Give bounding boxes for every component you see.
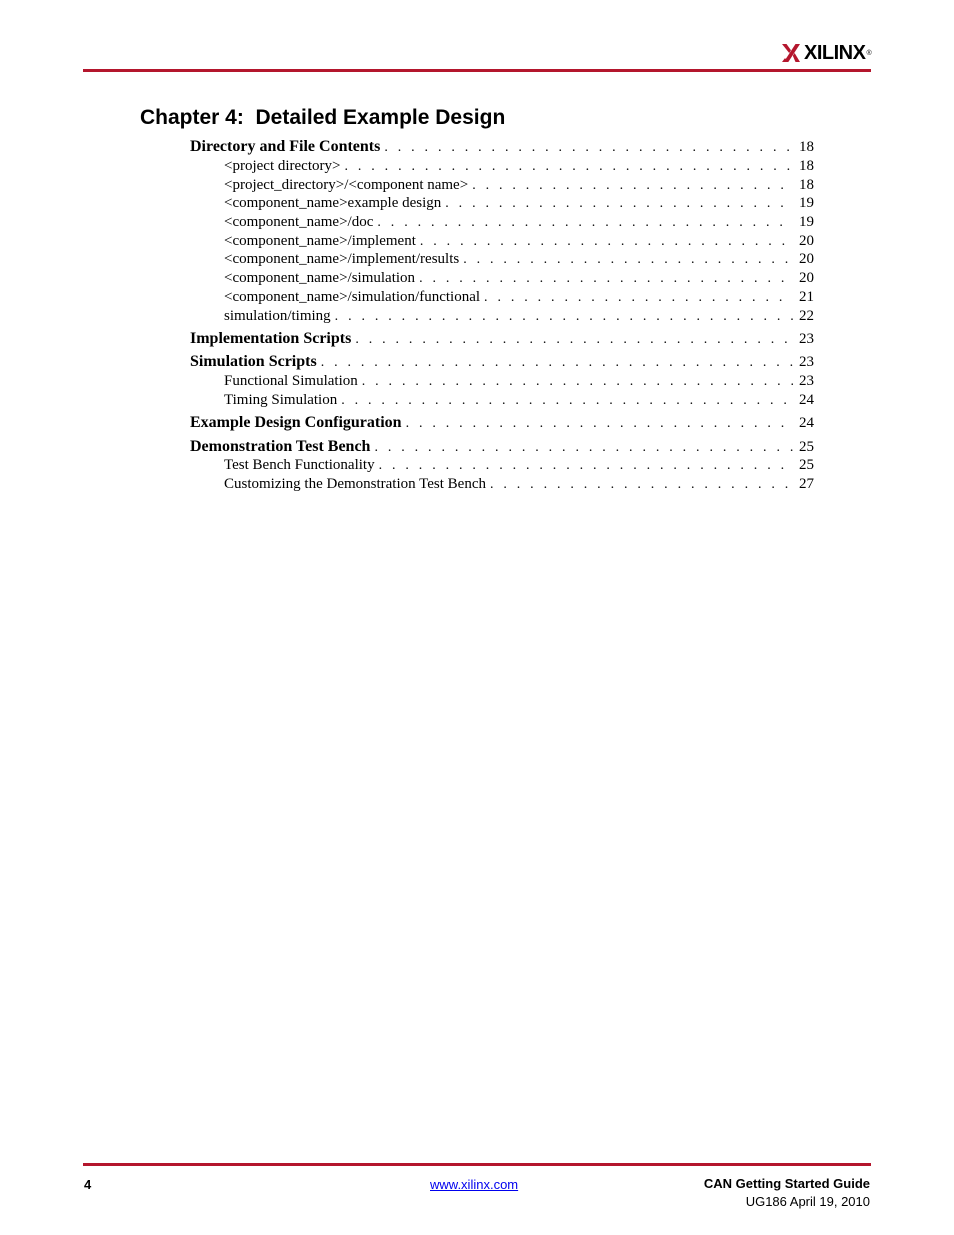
toc-entry[interactable] <box>224 177 814 196</box>
footer-doc-title: CAN Getting Started Guide <box>703 1176 870 1191</box>
toc-entry-title: <component_name>example design <box>224 195 442 211</box>
toc-entry-page: 25 <box>799 457 814 473</box>
xilinx-logo <box>782 40 872 66</box>
toc-entry-page: 21 <box>799 289 814 305</box>
toc-dot-leader <box>419 271 793 287</box>
toc-entry[interactable] <box>190 353 814 373</box>
toc-entry-title: Customizing the Demonstration Test Bench <box>224 476 486 492</box>
toc-entry-title: Implementation Scripts <box>190 330 352 347</box>
toc-entry-title: Test Bench Functionality <box>224 457 375 473</box>
toc-entry-title: <component_name>/doc <box>224 214 374 230</box>
toc-entry[interactable] <box>224 373 814 392</box>
toc-entry-page: 22 <box>799 308 814 324</box>
logo-wordmark: XILINX <box>804 41 866 64</box>
toc-entry-page: 27 <box>799 476 814 492</box>
toc-entry-page: 23 <box>799 373 814 389</box>
toc-dot-leader <box>490 477 793 493</box>
toc-entry-page: 19 <box>799 195 814 211</box>
chapter-heading: Chapter 4: Detailed Example Design <box>140 106 506 129</box>
toc-entry-title: <component_name>/simulation <box>224 270 416 286</box>
toc-entry-page: 24 <box>799 392 814 408</box>
toc-entry-page: 25 <box>799 439 814 455</box>
toc-entry-page: 20 <box>799 270 814 286</box>
toc-dot-leader <box>362 374 793 390</box>
toc-entry[interactable] <box>224 457 814 476</box>
toc-entry-page: 23 <box>799 331 814 347</box>
toc-dot-leader <box>472 178 793 194</box>
toc-entry[interactable] <box>224 270 814 289</box>
toc-dot-leader <box>445 196 793 212</box>
toc-entry[interactable] <box>224 392 814 411</box>
toc-entry-title: <component_name>/simulation/functional <box>224 289 481 305</box>
toc-entry[interactable] <box>224 308 814 327</box>
footer-website-link[interactable]: www.xilinx.com <box>430 1177 519 1192</box>
toc-dot-leader <box>341 393 793 409</box>
toc-entry[interactable] <box>224 289 814 308</box>
toc-dot-leader <box>463 252 793 268</box>
toc-entry-page: 18 <box>799 177 814 193</box>
xilinx-x-icon <box>782 44 800 62</box>
footer-rule <box>83 1163 871 1166</box>
toc-entry-title: <project directory> <box>224 158 341 174</box>
toc-entry[interactable] <box>224 195 814 214</box>
toc-entry-title: <project_directory>/<component name> <box>224 177 469 193</box>
footer-page-number: 4 <box>84 1177 92 1192</box>
toc-dot-leader <box>374 440 793 456</box>
toc-dot-leader <box>344 159 793 175</box>
toc-dot-leader <box>377 215 793 231</box>
toc-entry-title: Example Design Configuration <box>190 414 402 431</box>
toc-entry[interactable] <box>190 438 814 458</box>
toc-dot-leader <box>379 458 793 474</box>
toc-entry-title: Demonstration Test Bench <box>190 438 371 455</box>
toc-dot-leader <box>384 140 793 156</box>
toc-entry-page: 23 <box>799 354 814 370</box>
toc-dot-leader <box>335 309 793 325</box>
toc-entry-title: <component_name>/implement <box>224 233 416 249</box>
toc-entry-title: simulation/timing <box>224 308 331 324</box>
registered-mark: ® <box>866 49 872 57</box>
toc-entry-page: 18 <box>799 158 814 174</box>
toc-dot-leader <box>355 332 793 348</box>
toc-dot-leader <box>420 234 793 250</box>
toc-entry-title: Functional Simulation <box>224 373 358 389</box>
toc-dot-leader <box>484 290 793 306</box>
toc-entry[interactable] <box>224 158 814 177</box>
toc-entry-page: 20 <box>799 251 814 267</box>
toc-entry-page: 24 <box>799 415 814 431</box>
toc-entry[interactable] <box>224 214 814 233</box>
toc-entry[interactable] <box>190 330 814 350</box>
toc-dot-leader <box>321 355 793 371</box>
toc-entry[interactable] <box>190 414 814 434</box>
toc-entry-title: Timing Simulation <box>224 392 338 408</box>
toc-entry-page: 18 <box>799 139 814 155</box>
header-rule <box>83 69 871 72</box>
toc-entry[interactable] <box>224 233 814 252</box>
toc-dot-leader <box>406 416 793 432</box>
toc-entry-title: <component_name>/implement/results <box>224 251 460 267</box>
toc-entry-title: Directory and File Contents <box>190 138 381 155</box>
toc-entry[interactable] <box>190 138 814 158</box>
toc-entry-page: 20 <box>799 233 814 249</box>
footer-doc-id-date: UG186 April 19, 2010 <box>745 1194 870 1209</box>
toc-entry-page: 19 <box>799 214 814 230</box>
toc-entry[interactable] <box>224 251 814 270</box>
toc-entry[interactable] <box>224 476 814 495</box>
toc-entry-title: Simulation Scripts <box>190 353 317 370</box>
